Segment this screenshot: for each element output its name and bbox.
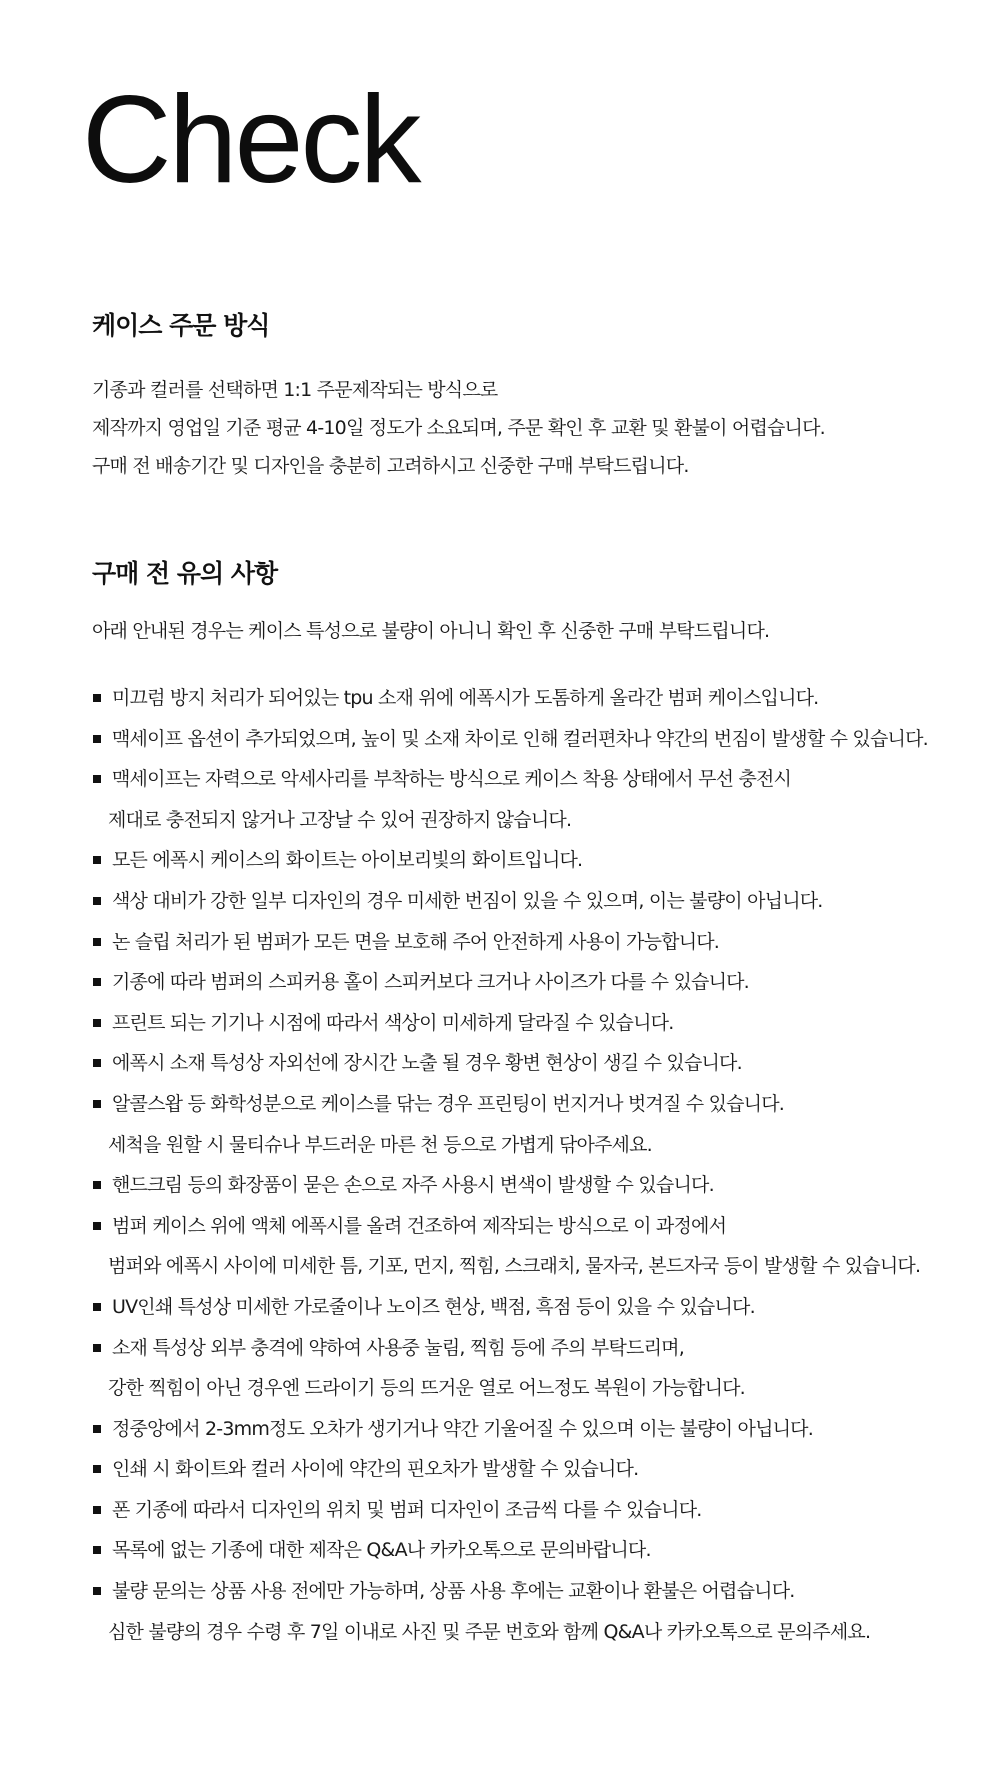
notice-item [92,1449,972,1490]
hero-title: Check [82,71,419,209]
notice-item-text-continued: 강한 찍힘이 아닌 경우엔 드라이기 등의 뜨거운 열로 어느정도 복원이 가능합니다. [108,1377,745,1400]
notice-item [92,1084,972,1165]
notice-item [92,840,972,881]
square-bullet-icon [93,1344,101,1352]
square-bullet-icon [93,735,101,743]
order-line: 구매 전 배송기간 및 디자인을 충분히 고려하시고 신중한 구매 부탁드립니다. [92,455,689,477]
square-bullet-icon [93,1181,101,1189]
notice-item [92,881,972,922]
order-description [92,371,962,485]
order-section-title: 케이스 주문 방식 [92,311,270,340]
notice-item [92,922,972,963]
order-line: 제작까지 영업일 기준 평균 4-10일 정도가 소요되며, 주문 확인 후 교환 및 환불이 어렵습니다. [92,417,825,439]
notice-item-text: UV인쇄 특성상 미세한 가로줄이나 노이즈 현상, 백점, 흑점 등이 있을 수 있습니다. [112,1295,755,1318]
square-bullet-icon [93,938,101,946]
notice-item [92,678,972,719]
square-bullet-icon [93,694,101,702]
notice-item-text-continued: 세척을 원할 시 물티슈나 부드러운 마른 천 등으로 가볍게 닦아주세요. [108,1133,652,1156]
order-line: 기종과 컬러를 선택하면 1:1 주문제작되는 방식으로 [92,379,498,401]
square-bullet-icon [93,1100,101,1108]
caution-section-title: 구매 전 유의 사항 [92,559,278,588]
notice-item-text-continued: 심한 불량의 경우 수령 후 7일 이내로 사진 및 주문 번호와 함께 Q&A나 카카오톡으로 문의주세요. [108,1620,871,1643]
notice-item-text: 인쇄 시 화이트와 컬러 사이에 약간의 핀오차가 발생할 수 있습니다. [112,1458,639,1481]
square-bullet-icon [93,775,101,783]
notice-item [92,1409,972,1450]
notice-item-text: 논 슬립 처리가 된 범퍼가 모든 면을 보호해 주어 안전하게 사용이 가능합니다. [112,930,720,953]
notice-item-text: 맥세이프 옵션이 추가되었으며, 높이 및 소재 차이로 인해 컬러편차나 약간의 번짐이 발생할 수 있습니다. [112,727,928,750]
square-bullet-icon [93,1465,101,1473]
square-bullet-icon [93,1222,101,1230]
notice-item [92,719,972,760]
notice-item [92,1530,972,1571]
notice-item [92,759,972,840]
notice-item-text: 정중앙에서 2-3mm정도 오차가 생기거나 약간 기울어질 수 있으며 이는 불량이 아닙니다. [112,1417,813,1440]
notice-item-text: 프린트 되는 기기나 시점에 따라서 색상이 미세하게 달라질 수 있습니다. [112,1011,674,1034]
notice-item-text: 맥세이프는 자력으로 악세사리를 부착하는 방식으로 케이스 착용 상태에서 무선 충전시 [112,768,792,791]
notice-item [92,1490,972,1531]
square-bullet-icon [93,1019,101,1027]
notice-item-text: 기종에 따라 범퍼의 스피커용 홀이 스피커보다 크거나 사이즈가 다를 수 있습니다. [112,971,749,994]
square-bullet-icon [93,1506,101,1514]
notice-item-text: 소재 특성상 외부 충격에 약하여 사용중 눌림, 찍힘 등에 주의 부탁드리며, [112,1336,684,1359]
square-bullet-icon [93,978,101,986]
notice-item-text: 모든 에폭시 케이스의 화이트는 아이보리빛의 화이트입니다. [112,849,583,872]
square-bullet-icon [93,1303,101,1311]
notice-item [92,1003,972,1044]
square-bullet-icon [93,1587,101,1595]
notice-list [92,678,972,1652]
notice-item [92,1165,972,1206]
square-bullet-icon [93,897,101,905]
square-bullet-icon [93,1059,101,1067]
notice-item [92,1043,972,1084]
notice-item [92,1571,972,1652]
notice-item-text: 불량 문의는 상품 사용 전에만 가능하며, 상품 사용 후에는 교환이나 환불은 어렵습니다. [112,1580,795,1603]
notice-item-text: 에폭시 소재 특성상 자외선에 장시간 노출 될 경우 황변 현상이 생길 수 있습니다. [112,1052,742,1075]
caution-intro: 아래 안내된 경우는 케이스 특성으로 불량이 아니니 확인 후 신중한 구매 부탁드립니다. [92,620,770,642]
notice-item-text: 폰 기종에 따라서 디자인의 위치 및 범퍼 디자인이 조금씩 다를 수 있습니다. [112,1498,702,1521]
notice-item-text: 미끄럼 방지 처리가 되어있는 tpu 소재 위에 에폭시가 도톰하게 올라간 범퍼 케이스입니다. [112,687,819,709]
notice-item [92,1328,972,1409]
notice-item-text: 색상 대비가 강한 일부 디자인의 경우 미세한 번짐이 있을 수 있으며, 이는 불량이 아닙니다. [112,889,823,912]
square-bullet-icon [93,1425,101,1433]
notice-item [92,1287,972,1328]
notice-item-text-continued: 제대로 충전되지 않거나 고장날 수 있어 권장하지 않습니다. [108,808,572,831]
notice-item-text: 목록에 없는 기종에 대한 제작은 Q&A나 카카오톡으로 문의바랍니다. [112,1539,651,1562]
notice-item [92,1206,972,1287]
square-bullet-icon [93,856,101,864]
notice-item [92,962,972,1003]
notice-item-text: 핸드크림 등의 화장품이 묻은 손으로 자주 사용시 변색이 발생할 수 있습니다. [112,1174,714,1197]
square-bullet-icon [93,1546,101,1554]
notice-item-text-continued: 범퍼와 에폭시 사이에 미세한 틈, 기포, 먼지, 찍힘, 스크래치, 물자국, 본드자국 등이 발생할 수 있습니다. [108,1255,921,1278]
notice-item-text: 알콜스왑 등 화학성분으로 케이스를 닦는 경우 프린팅이 번지거나 벗겨질 수 있습니다. [112,1092,785,1115]
notice-item-text: 범퍼 케이스 위에 액체 에폭시를 올려 건조하여 제작되는 방식으로 이 과정에서 [112,1214,727,1237]
